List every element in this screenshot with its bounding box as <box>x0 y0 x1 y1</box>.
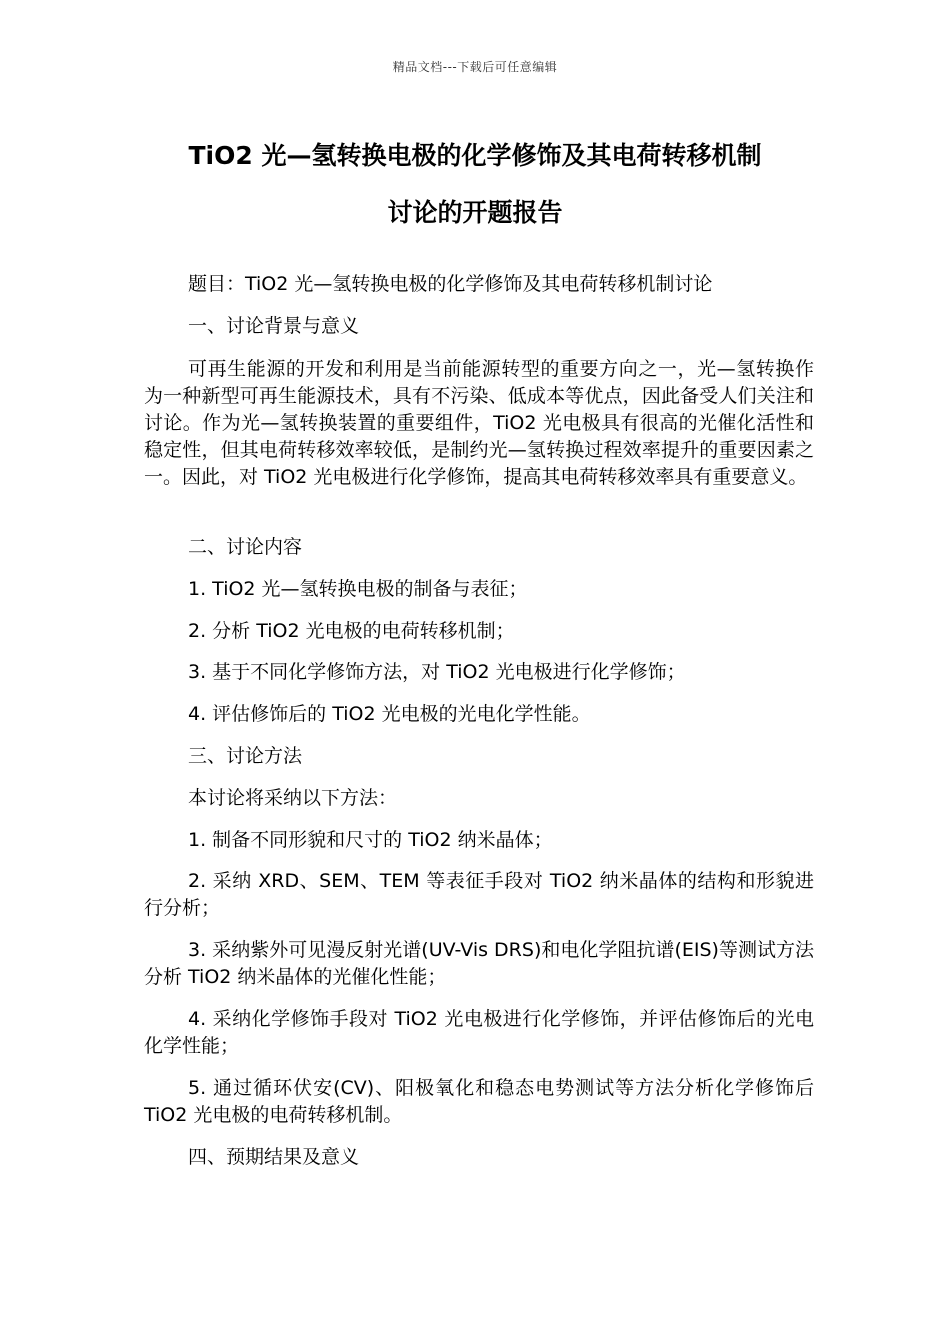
section-1-heading: 一、讨论背景与意义 <box>188 315 360 337</box>
section-3-item: 3. 采纳紫外可见漫反射光谱(UV-Vis DRS)和电化学阻抗谱(EIS)等测试方法分析 TiO2 纳米晶体的光催化性能； <box>144 939 814 988</box>
section-2-item: 2. 分析 TiO2 光电极的电荷转移机制； <box>188 620 515 642</box>
section-3-item: 4. 采纳化学修饰手段对 TiO2 光电极进行化学修饰，并评估修饰后的光电化学性能； <box>144 1008 814 1057</box>
header-note: 精品文档---下载后可任意编辑 <box>392 60 558 74</box>
section-3-item: 2. 采纳 XRD、SEM、TEM 等表征手段对 TiO2 纳米晶体的结构和形貌进行分析； <box>144 870 814 919</box>
section-4-heading: 四、预期结果及意义 <box>188 1146 360 1168</box>
topic-line: 题目：TiO2 光—氢转换电极的化学修饰及其电荷转移机制讨论 <box>188 273 713 295</box>
section-2-item: 3. 基于不同化学修饰方法，对 TiO2 光电极进行化学修饰； <box>188 661 686 683</box>
title-line-2: 讨论的开题报告 <box>387 198 563 227</box>
section-3-intro: 本讨论将采纳以下方法： <box>188 787 398 809</box>
section-3-heading: 三、讨论方法 <box>188 745 303 767</box>
title-line-1: TiO2 光—氢转换电极的化学修饰及其电荷转移机制 <box>188 141 762 170</box>
section-3-item: 1. 制备不同形貌和尺寸的 TiO2 纳米晶体； <box>188 829 553 851</box>
section-2-item: 4. 评估修饰后的 TiO2 光电极的光电化学性能。 <box>188 703 591 725</box>
section-2-heading: 二、讨论内容 <box>188 536 303 558</box>
section-3-item: 5. 通过循环伏安(CV)、阳极氧化和稳态电势测试等方法分析化学修饰后 TiO2 光电极的电荷转移机制。 <box>144 1077 814 1126</box>
section-1-paragraph: 可再生能源的开发和利用是当前能源转型的重要方向之一，光—氢转换作为一种新型可再生能源技术，具有不污染、低成本等优点，因此备受人们关注和讨论。作为光—氢转换装置的重要组件，TiO2 光电极具有很高的光催化活性和稳定性，但其电荷转移效率较低，是制约光—氢转换过程效率提升的重要因素之一。因此，对 TiO2 光电极进行化学修饰，提高其电荷转移效率具有重要意义。 <box>144 358 814 488</box>
section-2-item: 1. TiO2 光—氢转换电极的制备与表征； <box>188 578 528 600</box>
